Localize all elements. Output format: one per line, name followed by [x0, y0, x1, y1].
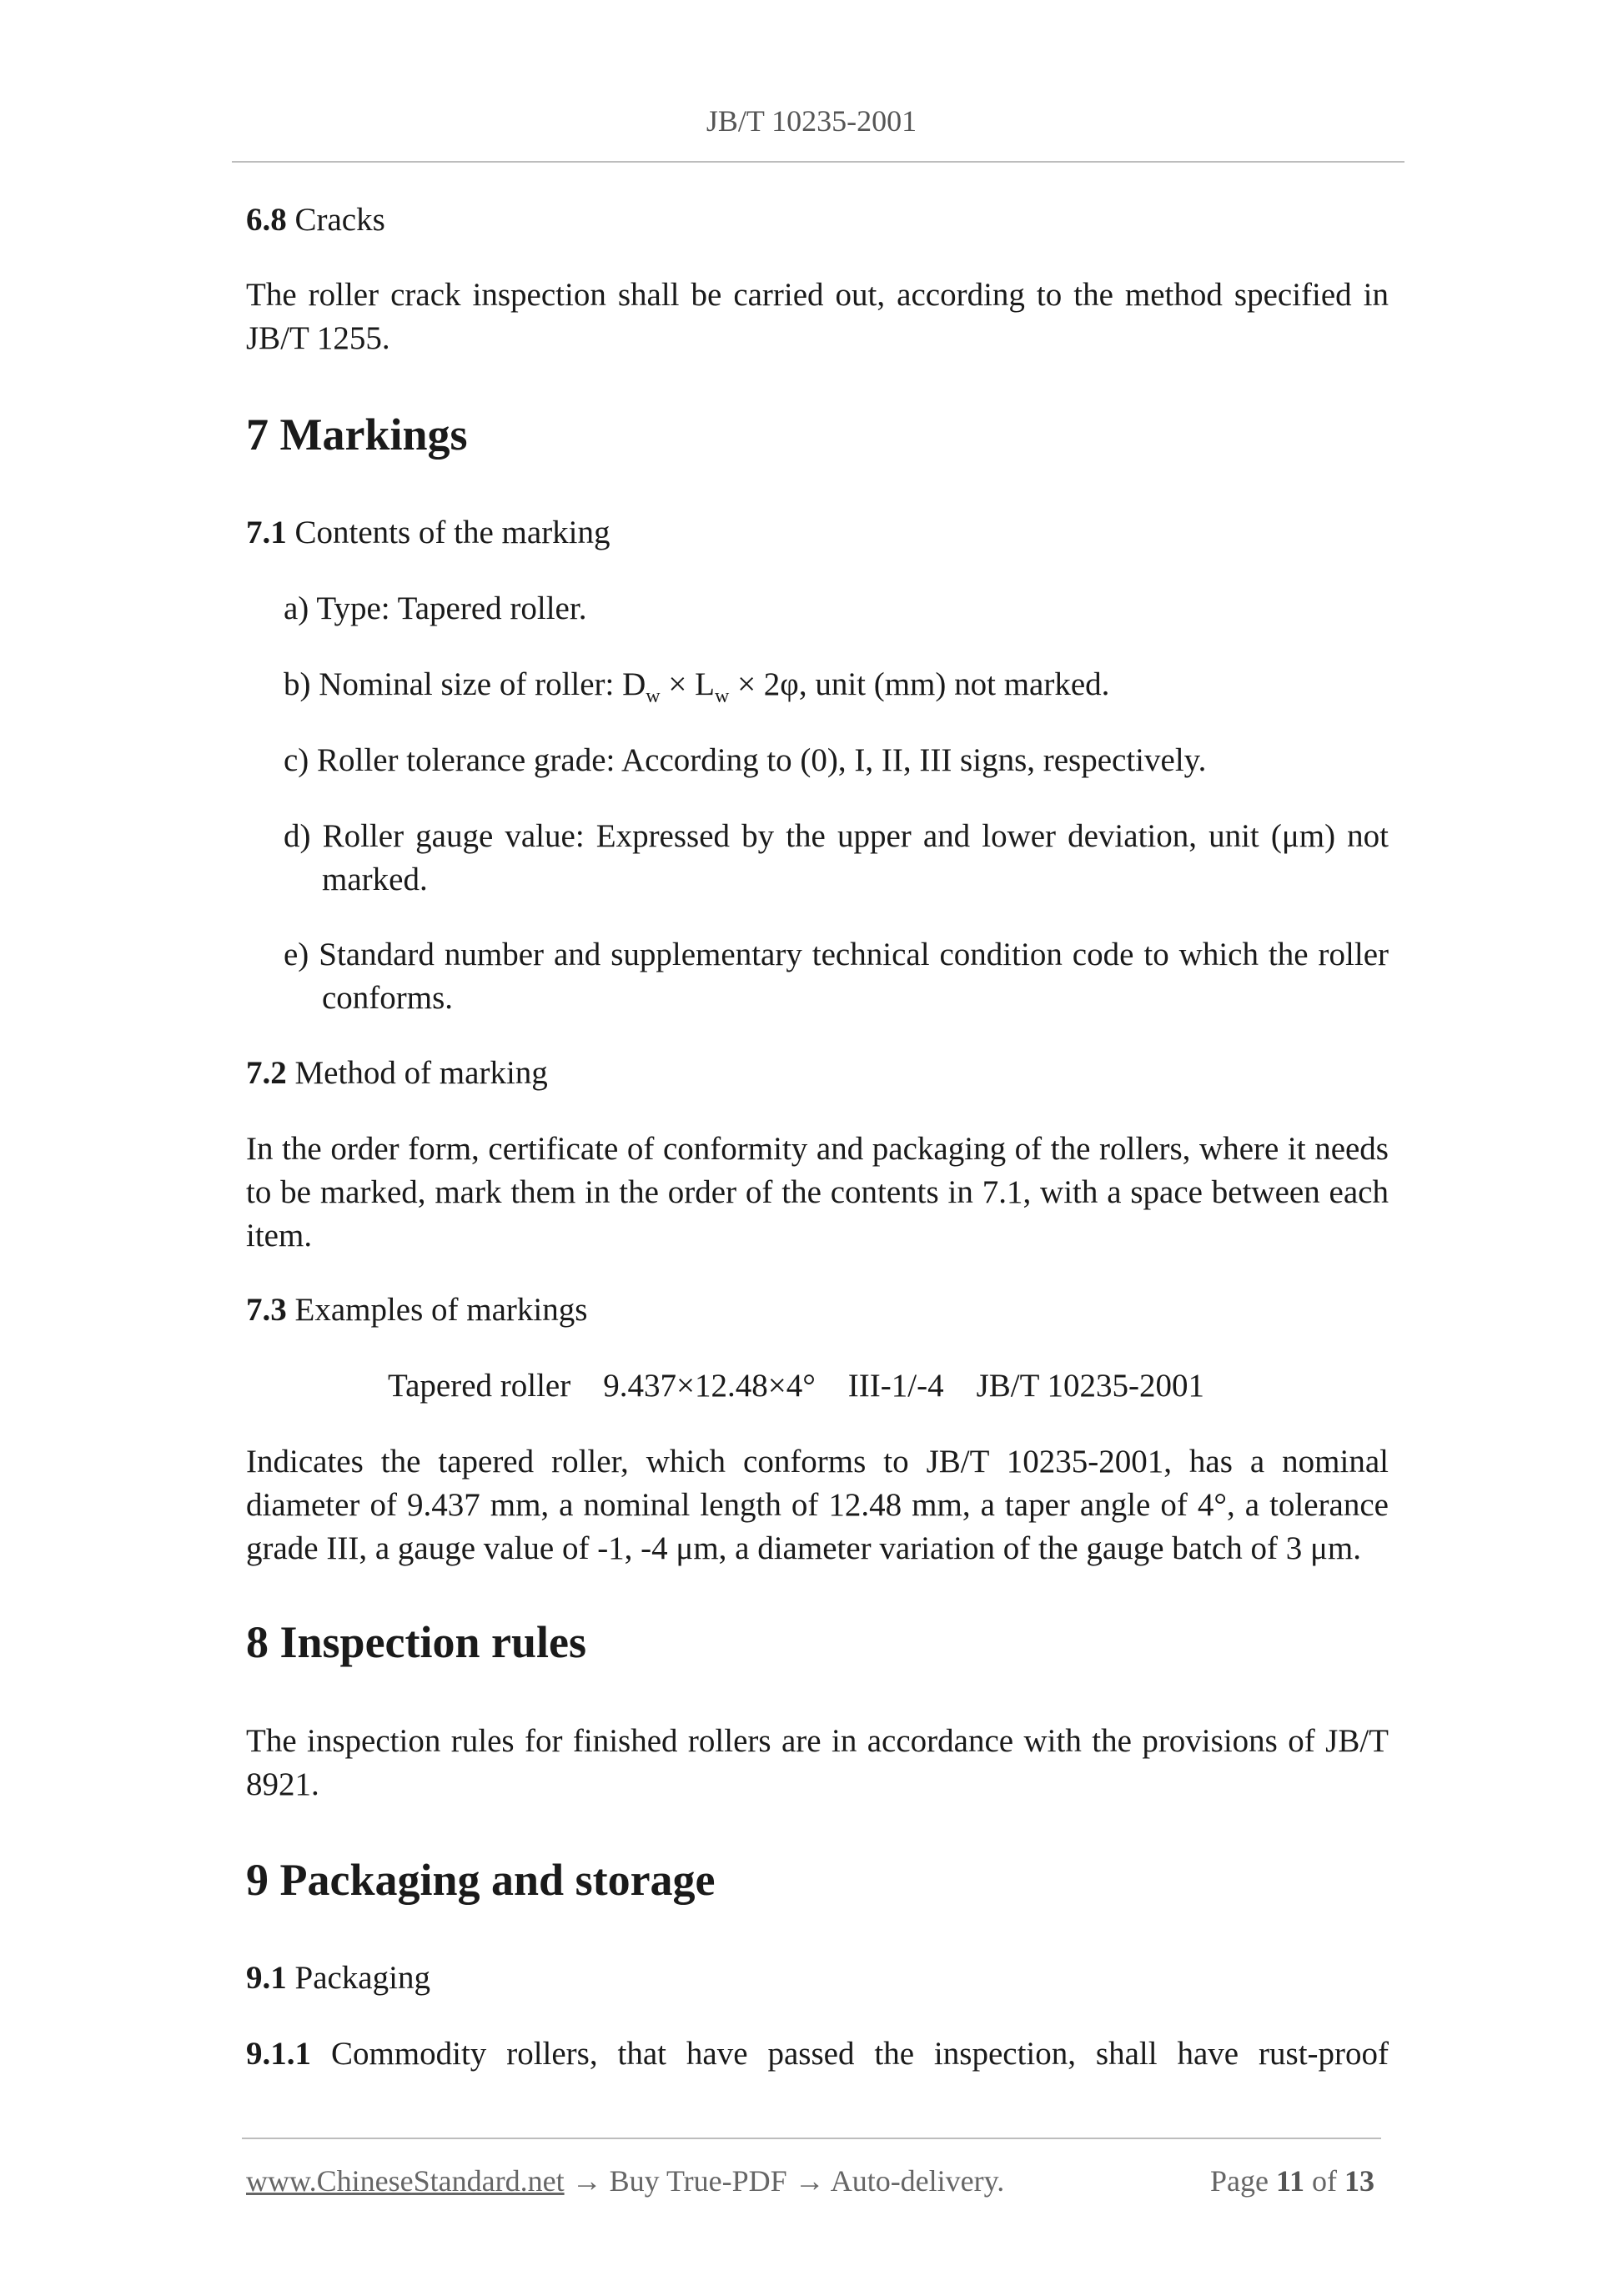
clause-9-1-title [246, 1957, 1389, 2000]
list-item: a) Type: Tapered roller. [284, 590, 587, 626]
clause-7-2-title [246, 1052, 1389, 1095]
page-label: Page [1210, 2164, 1269, 2198]
page-of-label: of [1312, 2164, 1337, 2198]
subscript: w [714, 685, 730, 707]
list-item: c) Roller tolerance grade: According to (0), I, II, III signs, respectively. [284, 742, 1207, 778]
clause-number: 7.3 [246, 1292, 287, 1328]
clause-6-8-body [246, 274, 1389, 360]
clause-7-2-body [246, 1128, 1389, 1258]
list-item-e [284, 933, 1389, 1020]
list-item-text: b) Nominal size of roller: D [284, 666, 646, 702]
section-9 [246, 1854, 1389, 1906]
list-item: e) Standard number and supplementary technical condition code to which the roller conforms. [284, 937, 1389, 1016]
list-item [284, 663, 1389, 718]
paragraph: The inspection rules for finished rollers are in accordance with the provisions of JB/T 8921. [246, 1723, 1389, 1802]
clause-number: 7.1 [246, 515, 287, 550]
list-item-text: × 2φ, unit (mm) not marked. [729, 666, 1110, 702]
clause-number: 9.1.1 [246, 2036, 311, 2072]
section-heading: 7 Markings [246, 409, 468, 460]
section-6-8 [246, 198, 1389, 242]
clause-title: Examples of markings [294, 1292, 588, 1328]
subscript: w [646, 685, 661, 707]
footer-website-link[interactable]: www.ChineseStandard.net [246, 2164, 565, 2198]
clause-7-3-title [246, 1289, 1389, 1332]
page-current: 11 [1275, 2164, 1304, 2198]
clause-number: 7.2 [246, 1055, 287, 1091]
list-item: d) Roller gauge value: Expressed by the upper and lower deviation, unit (μm) not marked. [284, 818, 1389, 897]
section-heading: 9 Packaging and storage [246, 1855, 716, 1905]
footer-promo-text: → Buy True-PDF → Auto-delivery. [564, 2164, 1005, 2198]
section-7 [246, 409, 1389, 460]
list-item-text: × L [660, 666, 715, 702]
list-item-b [284, 663, 1389, 718]
paragraph: Indicates the tapered roller, which conforms to JB/T 10235-2001, has a nominal diameter of 9.437 mm, a nominal length of 12.48 mm, a taper angle of 4°, a tolerance grade III, a gauge value of -1, -4 μm, a diameter variation of the gauge batch of 3 μm. [246, 1444, 1389, 1566]
clause-7-1-title [246, 511, 1389, 555]
list-item-c [284, 739, 1389, 782]
list-item-d [284, 815, 1389, 902]
clause-title: Cracks [294, 202, 385, 238]
section-heading: 8 Inspection rules [246, 1617, 587, 1667]
paragraph: Commodity rollers, that have passed the inspection, shall have rust-proof [330, 2036, 1389, 2072]
clause-7-3-body [246, 1440, 1389, 1570]
clause-title: Contents of the marking [294, 515, 611, 550]
clause-number: 6.8 [246, 202, 287, 238]
footer-promo [246, 2163, 1004, 2198]
marking-example: Tapered roller 9.437×12.48×4° III-1/-4 JB/T 10235-2001 [388, 1368, 1204, 1404]
paragraph: In the order form, certificate of conformity and packaging of the rollers, where it needs to be marked, mark them in the order of the contents in 7.1, with a space between each item. [246, 1131, 1389, 1254]
page-number [1210, 2163, 1374, 2198]
running-header: JB/T 10235-2001 [706, 104, 917, 138]
clause-title: Method of marking [294, 1055, 548, 1091]
section-8-body [246, 1720, 1389, 1806]
footer-rule [242, 2138, 1381, 2139]
header-rule [232, 161, 1404, 163]
clause-6-8-title [246, 198, 1389, 242]
clause-9-1-1 [246, 2032, 1389, 2076]
clause-title: Packaging [294, 1960, 430, 1996]
paragraph: The roller crack inspection shall be carried out, according to the method specified in JB/T 1255. [246, 277, 1389, 356]
page-total: 13 [1344, 2164, 1374, 2198]
marking-list [284, 587, 1389, 631]
section-8 [246, 1616, 1389, 1668]
clause-number: 9.1 [246, 1960, 287, 1996]
